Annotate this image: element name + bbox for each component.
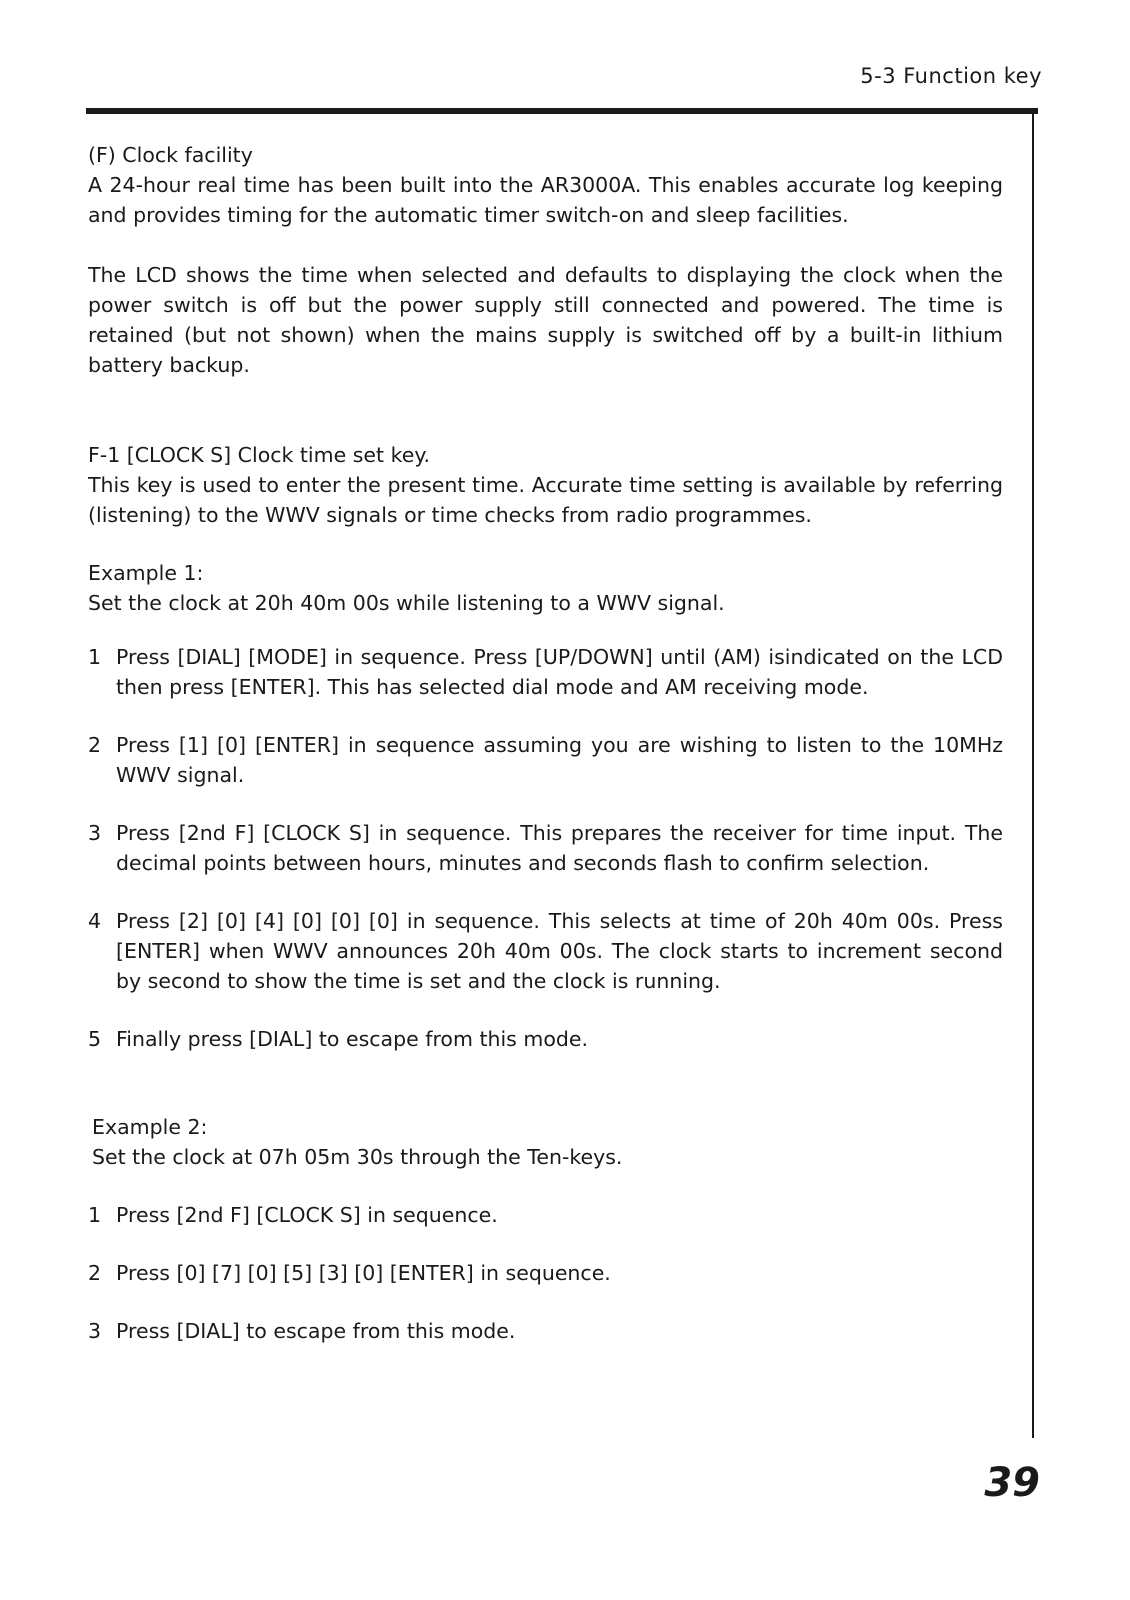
example1-step-3 [88, 818, 1003, 878]
example2-label: Example 2: [92, 1115, 208, 1139]
step-number: 2 [88, 733, 102, 757]
step-text: Finally press [DIAL] to escape from this mode. [116, 1027, 589, 1051]
step-number: 4 [88, 909, 102, 933]
example1-step-4 [88, 906, 1003, 996]
step-number: 3 [88, 821, 102, 845]
step-number: 2 [88, 1261, 102, 1285]
example2-step-1 [88, 1200, 1003, 1230]
clock-set-key-para: This key is used to enter the present time. Accurate time setting is available by referring (listening) to the WWV signals or time checks from radio programmes. [88, 473, 1003, 527]
clock-facility-para1: A 24-hour real time has been built into the AR3000A. This enables accurate log keeping and provides timing for the automatic timer switch-on and sleep facilities. [88, 173, 1003, 227]
step-text: Press [2nd F] [CLOCK S] in sequence. [116, 1203, 498, 1227]
clock-facility-heading: (F) Clock facility [88, 143, 253, 167]
page-content [88, 140, 1003, 1346]
step-number: 1 [88, 645, 102, 669]
example2-step-3 [88, 1316, 1003, 1346]
step-number: 3 [88, 1319, 102, 1343]
clock-facility-para2: The LCD shows the time when selected and defaults to displaying the clock when the power switch is off but the power supply still connected and powered. The time is retained (but not shown) when the mains supply is switched off by a built-in lithium battery backup. [88, 263, 1003, 377]
step-text: Press [1] [0] [ENTER] in sequence assuming you are wishing to listen to the 10MHz WWV signal. [116, 733, 1003, 787]
page-number: 39 [984, 1460, 1040, 1506]
step-number: 1 [88, 1203, 102, 1227]
example1-step-2 [88, 730, 1003, 790]
step-text: Press [0] [7] [0] [5] [3] [0] [ENTER] in sequence. [116, 1261, 611, 1285]
step-text: Press [2nd F] [CLOCK S] in sequence. This prepares the receiver for time input. The decimal points between hours, minutes and seconds flash to confirm selection. [116, 821, 1003, 875]
step-number: 5 [88, 1027, 102, 1051]
clock-set-key-heading: F-1 [CLOCK S] Clock time set key. [88, 443, 431, 467]
section-header: 5-3 Function key [860, 64, 1042, 88]
top-rule [86, 108, 1038, 114]
example1-step-5 [88, 1024, 1003, 1054]
example1-label: Example 1: [88, 561, 204, 585]
example1-step-1 [88, 642, 1003, 702]
example2-intro: Set the clock at 07h 05m 30s through the Ten-keys. [92, 1145, 623, 1169]
step-text: Press [DIAL] [MODE] in sequence. Press [UP/DOWN] until (AM) isindicated on the LCD then press [ENTER]. This has selected dial mode and AM receiving mode. [116, 645, 1003, 699]
right-rule [1032, 108, 1034, 1438]
step-text: Press [DIAL] to escape from this mode. [116, 1319, 516, 1343]
example2-step-2 [88, 1258, 1003, 1288]
example1-intro: Set the clock at 20h 40m 00s while listening to a WWV signal. [88, 591, 725, 615]
step-text: Press [2] [0] [4] [0] [0] [0] in sequence. This selects at time of 20h 40m 00s. Press [ENTER] when WWV announces 20h 40m 00s. The clock starts to increment second by second to show the time is set and the clock is running. [116, 909, 1003, 993]
